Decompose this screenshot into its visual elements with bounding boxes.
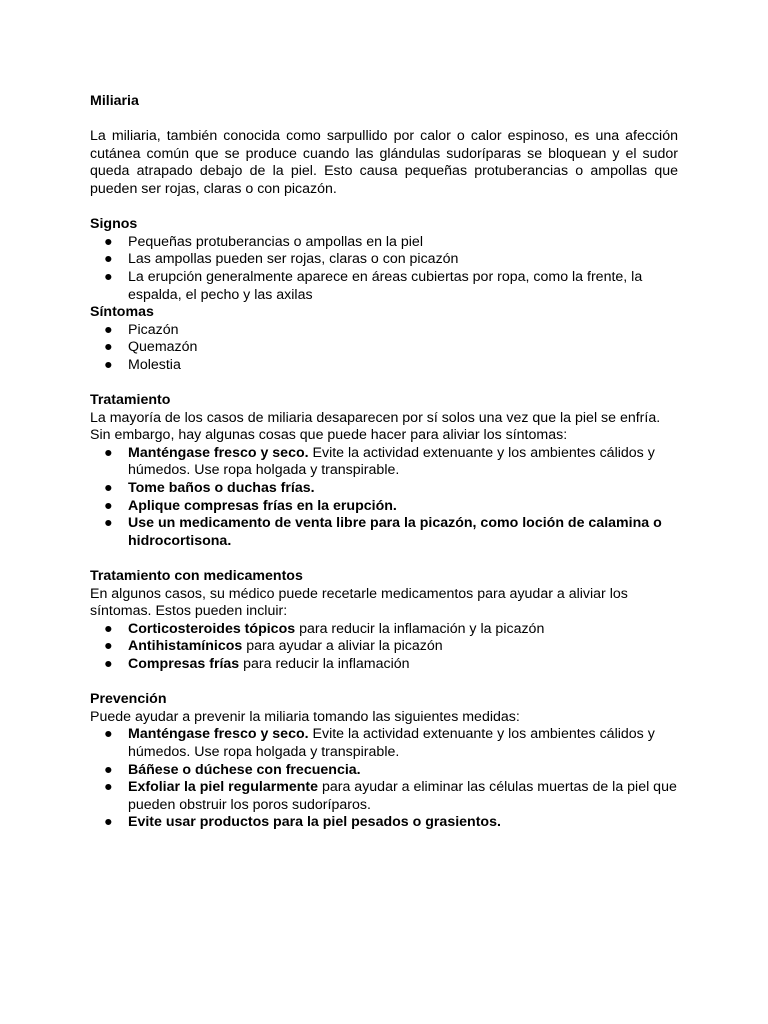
list-item-bold: Tome baños o duchas frías. <box>128 480 315 497</box>
list-item-text: Molestia <box>128 356 181 373</box>
list-item-text: Picazón <box>128 321 179 338</box>
section-heading-signos: Signos <box>90 216 138 233</box>
list-item-bold: Corticosteroides tópicos <box>128 620 296 637</box>
bullet-icon: ● <box>104 268 113 285</box>
bullet-icon: ● <box>104 515 113 532</box>
list-item-bold: Exfoliar la piel regularmente <box>128 779 319 796</box>
bullet-icon: ● <box>104 814 113 831</box>
list-item-text: para ayudar a aliviar la picazón <box>242 638 443 655</box>
list-item <box>90 322 678 340</box>
bullet-icon: ● <box>104 233 113 250</box>
list-item <box>90 251 678 269</box>
list-item <box>90 269 678 304</box>
list-item <box>90 234 678 252</box>
list-item <box>90 445 678 480</box>
list-item <box>90 357 678 375</box>
bullet-icon: ● <box>104 251 113 268</box>
list-item <box>90 762 678 780</box>
list-item <box>90 621 678 639</box>
bullet-icon: ● <box>104 620 113 637</box>
list-item-text: La erupción generalmente aparece en áreas cubiertas por ropa, como la frente, la espalda, el pecho y las axilas <box>128 268 643 303</box>
spacer <box>90 199 678 217</box>
bullet-icon: ● <box>104 656 113 672</box>
list-item-bold: Báñese o dúchese con frecuencia. <box>128 761 361 778</box>
bullet-icon: ● <box>104 761 113 778</box>
section-heading-medicamentos: Tratamiento con medicamentos <box>90 568 303 585</box>
list-item-bold: Evite usar productos para la piel pesados o grasientos. <box>128 814 501 831</box>
list-item <box>90 814 678 832</box>
sintomas-list <box>90 322 678 375</box>
prevencion-intro: Puede ayudar a prevenir la miliaria tomando las siguientes medidas: <box>90 708 520 725</box>
list-item <box>90 638 678 656</box>
tratamiento-intro: La mayoría de los casos de miliaria desaparecen por sí solos una vez que la piel se enfría. Sin embargo, hay algunas cosas que puede hacer para aliviar los síntomas: <box>90 409 661 444</box>
document-title: Miliaria <box>90 93 139 109</box>
medicamentos-intro: En algunos casos, su médico puede recetarle medicamentos para ayudar a aliviar los síntomas. Estos pueden incluir: <box>90 585 628 620</box>
list-item <box>90 339 678 357</box>
medicamentos-list <box>90 621 678 674</box>
bullet-icon: ● <box>104 339 113 356</box>
section-heading-tratamiento: Tratamiento <box>90 392 171 409</box>
bullet-icon: ● <box>104 321 113 338</box>
list-item-bold: Use un medicamento de venta libre para la picazón, como loción de calamina o hidrocortisona. <box>128 515 662 549</box>
spacer <box>90 111 678 129</box>
section-heading-prevencion: Prevención <box>90 691 167 708</box>
bullet-icon: ● <box>104 779 113 796</box>
list-item-text: Las ampollas pueden ser rojas, claras o con picazón <box>128 251 459 268</box>
bullet-icon: ● <box>104 638 113 655</box>
signos-list <box>90 234 678 304</box>
list-item-text: para reducir la inflamación <box>239 656 410 672</box>
list-item-bold: Compresas frías <box>128 656 240 672</box>
prevencion-list <box>90 726 678 832</box>
bullet-icon: ● <box>104 356 113 373</box>
spacer <box>90 550 678 568</box>
bullet-icon: ● <box>104 480 113 497</box>
spacer <box>90 375 678 393</box>
spacer <box>90 674 678 692</box>
list-item-text: para reducir la inflamación y la picazón <box>295 620 545 637</box>
intro-paragraph: La miliaria, también conocida como sarpullido por calor o calor espinoso, es una afección cutánea común que se produce cuando las glándulas sudoríparas se bloquean y el sudor queda atrapado debajo de la piel. Esto causa pequeñas protuberancias o ampollas que pueden ser rojas, claras o con picazón. <box>90 128 678 197</box>
list-item-text: Pequeñas protuberancias o ampollas en la piel <box>128 233 423 250</box>
list-item-bold: Manténgase fresco y seco. <box>128 726 309 743</box>
list-item-bold: Aplique compresas frías en la erupción. <box>128 497 397 514</box>
list-item-text: Evite la actividad extenuante y los ambientes cálidos y húmedos. Use ropa holgada y transpirable. <box>128 444 655 479</box>
list-item-text: Quemazón <box>128 339 198 356</box>
list-item <box>90 779 678 814</box>
bullet-icon: ● <box>104 726 113 743</box>
list-item <box>90 480 678 498</box>
list-item-bold: Antihistamínicos <box>128 638 243 655</box>
list-item <box>90 498 678 516</box>
list-item-text: para ayudar a eliminar las células muertas de la piel que pueden obstruir los poros sudoríparos. <box>128 779 677 813</box>
list-item-text: Evite la actividad extenuante y los ambientes cálidos y húmedos. Use ropa holgada y transpirable. <box>128 726 655 760</box>
list-item <box>90 515 678 550</box>
list-item <box>90 726 678 761</box>
list-item <box>90 656 678 674</box>
list-item-bold: Manténgase fresco y seco. <box>128 444 309 461</box>
bullet-icon: ● <box>104 444 113 461</box>
section-heading-sintomas: Síntomas <box>90 304 154 321</box>
bullet-icon: ● <box>104 497 113 514</box>
tratamiento-list <box>90 445 678 551</box>
document-page <box>90 93 678 832</box>
